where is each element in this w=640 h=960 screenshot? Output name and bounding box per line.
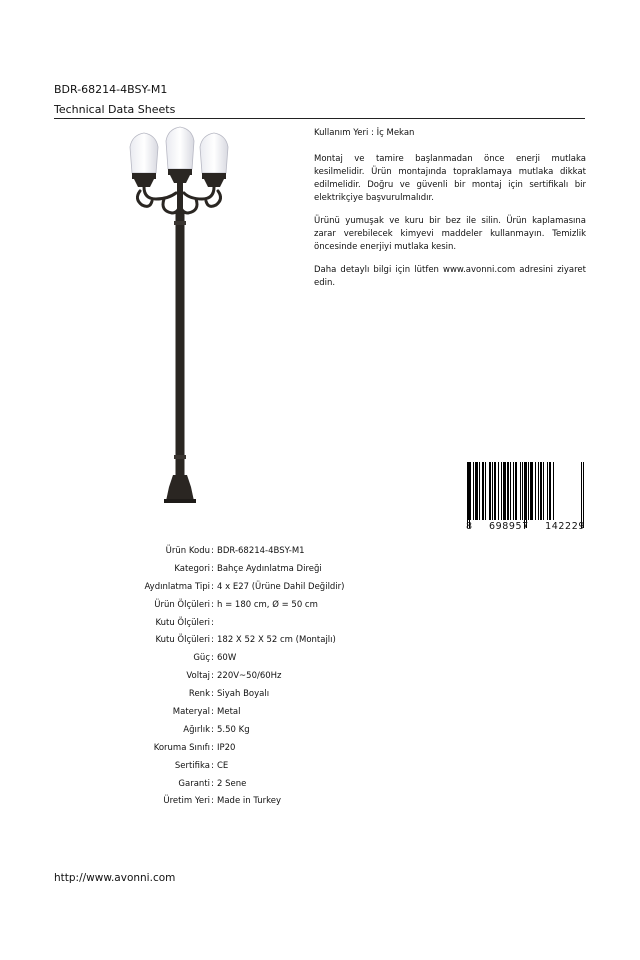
- spec-label: Kategori: [174, 563, 210, 574]
- spec-label: Materyal: [172, 707, 210, 718]
- spec-label: Ürün Kodu: [165, 546, 210, 556]
- barcode-number: [466, 521, 585, 532]
- spec-separator: :: [211, 635, 214, 646]
- spec-separator: :: [211, 724, 214, 735]
- spec-label: Kutu Ölçüleri: [155, 635, 210, 646]
- spec-label: Renk: [188, 689, 210, 700]
- barcode-digit-group: 698957: [488, 521, 529, 532]
- header-divider: [54, 118, 585, 119]
- spec-separator: :: [211, 653, 214, 664]
- spec-label: Sertifika: [174, 760, 210, 771]
- spec-separator: :: [211, 671, 214, 682]
- spec-separator: :: [211, 760, 214, 771]
- spec-separator: :: [211, 707, 214, 718]
- spec-row: [100, 617, 400, 635]
- spec-row: [100, 688, 400, 706]
- spec-row: [100, 706, 400, 724]
- spec-row: [100, 599, 400, 617]
- barcode-digit-group: 8: [466, 521, 473, 532]
- spec-label: Garanti: [178, 778, 210, 789]
- spec-value: Made in Turkey: [217, 796, 281, 807]
- lantern-right: [200, 133, 228, 187]
- spec-separator: :: [211, 778, 214, 789]
- spec-separator: :: [211, 563, 214, 574]
- spec-separator: :: [211, 617, 214, 628]
- usage-text: Kullanım Yeri : İç Mekan: [314, 128, 415, 138]
- lantern-center: [166, 127, 194, 183]
- product-code-heading: BDR-68214-4BSY-M1: [54, 83, 168, 96]
- spec-value: Bahçe Aydınlatma Direği: [217, 563, 322, 574]
- spec-separator: :: [211, 581, 214, 592]
- spec-separator: :: [211, 689, 214, 700]
- spec-value: h = 180 cm, Ø = 50 cm: [217, 599, 318, 610]
- spec-separator: :: [211, 599, 214, 610]
- lantern-left: [130, 133, 158, 187]
- spec-label: Güç: [193, 653, 210, 664]
- more-info-text: Daha detaylı bilgi için lütfen www.avonni.com adresini ziyaret edin.: [314, 265, 586, 288]
- spec-label: Ağırlık: [183, 724, 210, 735]
- spec-row: [100, 545, 400, 563]
- spec-label: Voltaj: [186, 671, 210, 682]
- spec-row: [100, 670, 400, 688]
- spec-separator: :: [211, 742, 214, 753]
- footer-website-link[interactable]: http://www.avonni.com: [54, 872, 176, 884]
- spec-value: Metal: [217, 707, 241, 718]
- barcode-digit-group: 142229: [545, 521, 585, 532]
- spec-label: Kutu Ölçüleri: [155, 617, 210, 628]
- product-image: [120, 125, 240, 510]
- document-subtitle: Technical Data Sheets: [54, 103, 176, 116]
- spec-label: Üretim Yeri: [163, 796, 210, 807]
- spec-value: 5.50 Kg: [217, 724, 250, 735]
- spec-value: 2 Sene: [217, 778, 247, 789]
- spec-row: [100, 634, 400, 652]
- care-text: Ürünü yumuşak ve kuru bir bez ile silin. Ürün kaplamasına zarar verebilecek kimyevi maddeler kullanmayın. Temizlik öncesinde enerjiyi mutlaka kesin.: [314, 216, 586, 252]
- spec-separator: :: [211, 796, 214, 807]
- spec-value: 60W: [217, 653, 237, 664]
- spec-row: [100, 724, 400, 742]
- spec-row: [100, 742, 400, 760]
- info-section: [314, 127, 586, 300]
- spec-value: Siyah Boyalı: [217, 689, 270, 700]
- spec-label: Koruma Sınıfı: [153, 742, 210, 753]
- spec-value: CE: [217, 760, 229, 771]
- spec-row: [100, 581, 400, 599]
- spec-value: 182 X 52 X 52 cm (Montajlı): [217, 635, 336, 646]
- spec-row: [100, 760, 400, 778]
- spec-table: [100, 545, 400, 813]
- spec-row: [100, 795, 400, 813]
- spec-row: [100, 652, 400, 670]
- spec-value: IP20: [217, 742, 236, 753]
- spec-value: 4 x E27 (Ürüne Dahil Değildir): [217, 581, 345, 592]
- spec-label: Ürün Ölçüleri: [154, 599, 210, 610]
- warning-text: Montaj ve tamire başlanmadan önce enerji mutlaka kesilmelidir. Ürün montajında topraklamaya mutlaka dikkat edilmelidir. Doğru ve güvenli bir montaj için sertifikalı bir elektrikçiye başvurulmalıdır.: [314, 154, 586, 203]
- spec-value: BDR-68214-4BSY-M1: [217, 546, 305, 556]
- spec-value: 220V~50/60Hz: [217, 671, 282, 682]
- spec-label: Aydınlatma Tipi: [144, 581, 210, 592]
- spec-row: [100, 563, 400, 581]
- spec-row: [100, 778, 400, 796]
- spec-separator: :: [211, 546, 214, 556]
